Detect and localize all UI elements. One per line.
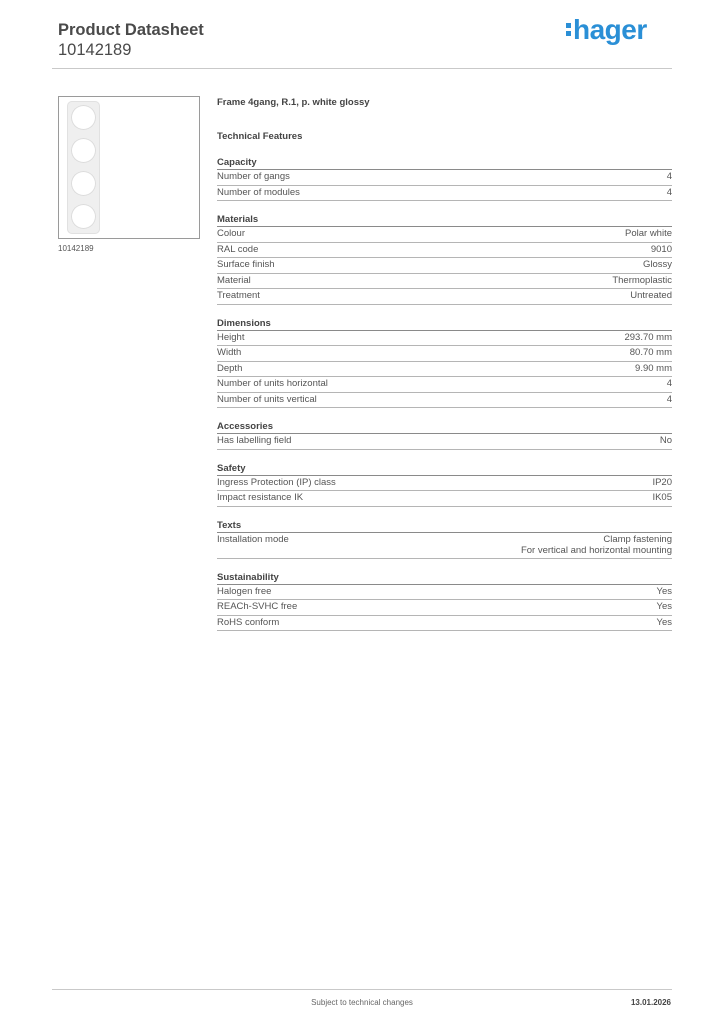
spec-value-line: 4 — [666, 171, 672, 182]
spec-label: Number of units vertical — [217, 393, 317, 405]
spec-value — [624, 332, 672, 345]
spec-row — [217, 227, 672, 243]
hager-logo — [566, 14, 647, 46]
spec-value-line: 80.70 mm — [629, 347, 672, 358]
section-title: Sustainability — [217, 571, 672, 585]
spec-value — [651, 244, 672, 257]
spec-label: Width — [217, 347, 242, 358]
gang-opening — [71, 171, 96, 196]
spec-value — [630, 347, 672, 360]
spec-row — [217, 434, 672, 450]
spec-label: REACh-SVHC free — [217, 601, 298, 612]
spec-label: Colour — [217, 228, 245, 239]
spec-row — [217, 274, 672, 290]
spec-section-capacity — [217, 156, 672, 201]
spec-row — [217, 170, 672, 186]
footer-divider — [52, 989, 672, 990]
spec-row — [217, 243, 672, 259]
section-title: Accessories — [217, 420, 672, 434]
footer-date: 13.01.2026 — [630, 998, 671, 1007]
spec-value-line: Yes — [656, 585, 672, 597]
spec-value-line: For vertical and horizontal mounting — [520, 545, 672, 556]
spec-value-line: Yes — [656, 616, 672, 628]
logo-text: hager — [573, 14, 647, 45]
spec-row — [217, 377, 672, 393]
section-title: Texts — [217, 519, 672, 533]
spec-value — [643, 259, 672, 272]
spec-row — [217, 616, 672, 632]
gang-opening — [71, 204, 96, 229]
product-image — [58, 96, 200, 239]
spec-value — [667, 394, 672, 407]
spec-value-line: 4 — [666, 378, 672, 389]
spec-row — [217, 533, 672, 559]
spec-value — [625, 228, 672, 241]
spec-row — [217, 258, 672, 274]
spec-value-line: Untreated — [630, 290, 672, 301]
spec-value-line: IK05 — [652, 492, 672, 503]
spec-value — [667, 187, 672, 200]
spec-value — [630, 290, 672, 303]
spec-value — [657, 601, 673, 614]
spec-value — [521, 534, 672, 557]
section-title: Dimensions — [217, 317, 672, 331]
spec-row — [217, 186, 672, 202]
spec-value-line: 9010 — [650, 243, 672, 255]
spec-section-safety — [217, 462, 672, 507]
spec-label: Number of modules — [217, 186, 300, 198]
gang-opening — [71, 105, 96, 130]
spec-section-dimensions — [217, 317, 672, 409]
spec-section-texts — [217, 519, 672, 559]
spec-value — [652, 492, 672, 505]
section-title: Materials — [217, 213, 672, 227]
section-title: Safety — [217, 462, 672, 476]
spec-row — [217, 289, 672, 305]
page-title: Product Datasheet — [58, 21, 204, 39]
spec-value — [660, 435, 672, 448]
spec-label: Number of units horizontal — [217, 378, 328, 389]
article-number: 10142189 — [58, 41, 132, 59]
spec-section-sustainability — [217, 571, 672, 632]
spec-label: Has labelling field — [217, 435, 292, 446]
spec-sections — [217, 156, 672, 631]
spec-value — [652, 477, 672, 490]
footer-note: Subject to technical changes — [311, 998, 413, 1007]
document-header — [58, 20, 204, 60]
spec-value — [635, 363, 672, 376]
logo-dots-icon — [566, 20, 571, 39]
image-caption: 10142189 — [58, 244, 94, 253]
spec-value-line: 9.90 mm — [635, 362, 672, 374]
spec-value-line: Clamp fastening — [603, 533, 672, 545]
spec-value — [612, 275, 672, 288]
spec-section-accessories — [217, 420, 672, 450]
spec-value-line: 4 — [666, 186, 672, 198]
spec-label: Ingress Protection (IP) class — [217, 476, 336, 488]
spec-value-line: Glossy — [642, 259, 672, 270]
spec-row — [217, 393, 672, 409]
spec-row — [217, 476, 672, 492]
spec-value-line: 4 — [666, 393, 672, 405]
spec-value-line: Yes — [656, 601, 672, 612]
spec-label: Treatment — [217, 290, 260, 301]
spec-label: Height — [217, 331, 245, 343]
spec-row — [217, 600, 672, 616]
spec-value — [657, 617, 673, 630]
spec-row — [217, 491, 672, 507]
spec-row — [217, 585, 672, 601]
spec-value-line: No — [659, 435, 672, 446]
product-name: Frame 4gang, R.1, p. white glossy — [217, 97, 370, 108]
spec-row — [217, 346, 672, 362]
spec-value-line: IP20 — [652, 476, 672, 488]
frame-4gang-icon — [67, 101, 100, 234]
spec-label: RoHS conform — [217, 616, 280, 628]
spec-row — [217, 362, 672, 378]
spec-value-line: Polar white — [625, 228, 672, 239]
spec-value — [667, 378, 672, 391]
spec-value — [657, 586, 673, 599]
spec-label: Depth — [217, 362, 243, 374]
gang-opening — [71, 138, 96, 163]
spec-label: Halogen free — [217, 585, 272, 597]
spec-label: Installation mode — [217, 533, 289, 545]
spec-value-line: 293.70 mm — [624, 331, 672, 343]
spec-row — [217, 331, 672, 347]
technical-features-heading: Technical Features — [217, 131, 303, 142]
section-title: Capacity — [217, 156, 672, 170]
spec-label: Material — [217, 274, 251, 286]
spec-label: RAL code — [217, 243, 259, 255]
spec-label: Surface finish — [217, 259, 275, 270]
header-divider — [52, 68, 672, 69]
spec-section-materials — [217, 213, 672, 305]
spec-content — [217, 96, 672, 631]
spec-value-line: Thermoplastic — [612, 274, 672, 286]
spec-label: Impact resistance IK — [217, 492, 304, 503]
spec-label: Number of gangs — [217, 171, 290, 182]
spec-value — [667, 171, 672, 184]
